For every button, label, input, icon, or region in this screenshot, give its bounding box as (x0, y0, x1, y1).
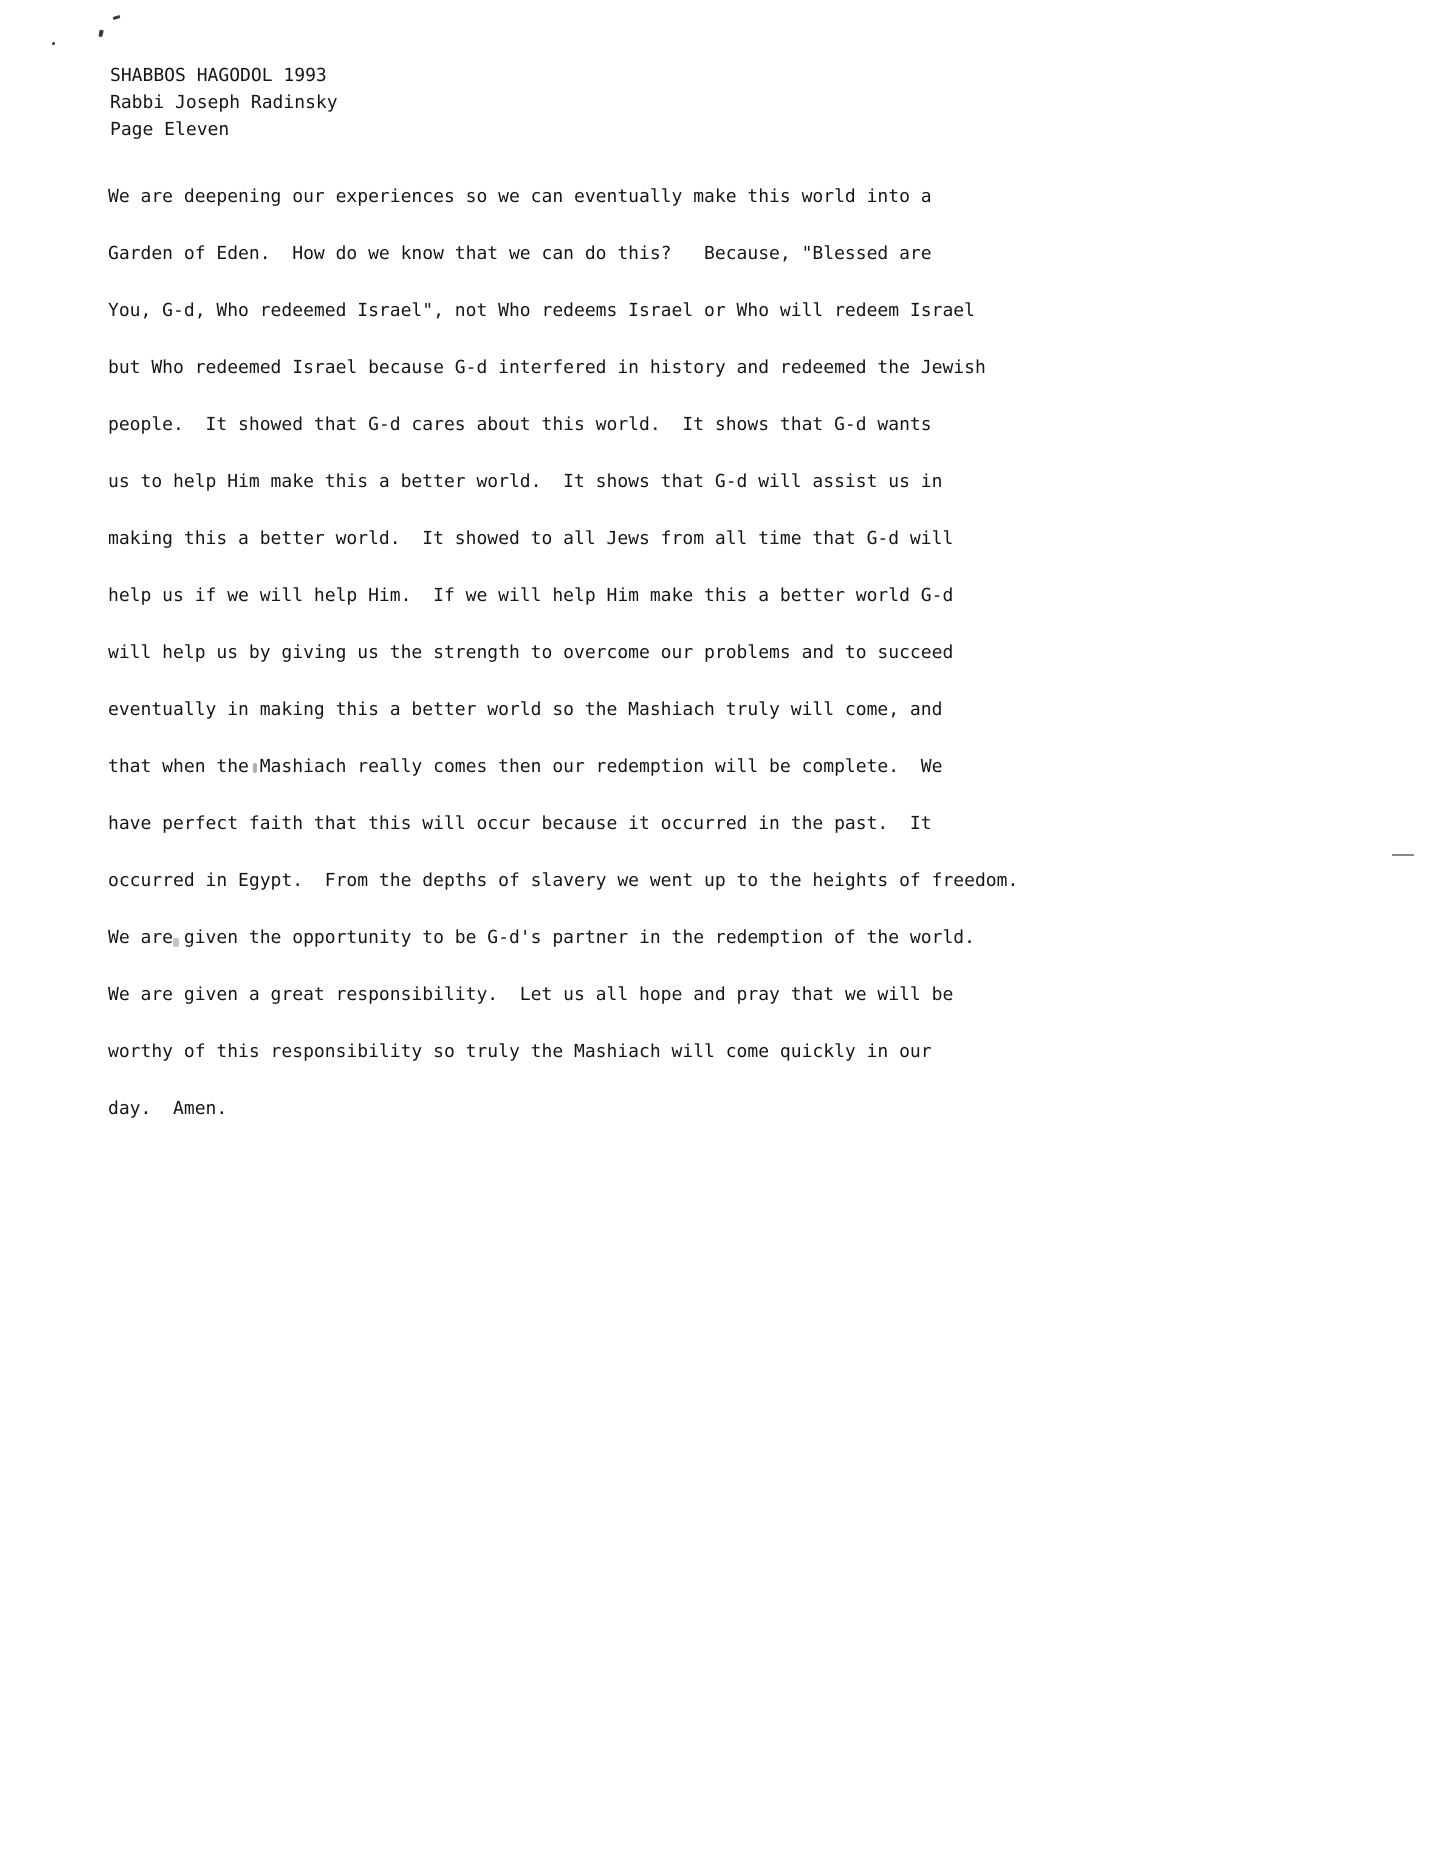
document-body (108, 168, 1018, 1137)
body-line: have perfect faith that this will occur because it occurred in the past. It (108, 813, 932, 834)
header-title: SHABBOS HAGODOL 1993 (110, 65, 327, 86)
body-line: We are deepening our experiences so we can eventually make this world into a (108, 186, 932, 207)
body-line: Garden of Eden. How do we know that we can do this? Because, "Blessed are (108, 243, 932, 264)
body-line: day. Amen. (108, 1098, 228, 1119)
body-line: people. It showed that G-d cares about this world. It shows that G-d wants (108, 414, 932, 435)
body-line: but Who redeemed Israel because G-d interfered in history and redeemed the Jewish (108, 357, 986, 378)
body-line: that when the Mashiach really comes then our redemption will be complete. We (108, 756, 943, 777)
body-line: occurred in Egypt. From the depths of slavery we went up to the heights of freedom. (108, 870, 1019, 891)
scan-speck (52, 42, 55, 45)
body-line: will help us by giving us the strength to overcome our problems and to succeed (108, 642, 954, 663)
body-line: making this a better world. It showed to all Jews from all time that G-d will (108, 528, 954, 549)
body-line: us to help Him make this a better world. It shows that G-d will assist us in (108, 471, 943, 492)
header-page-number: Page Eleven (110, 119, 230, 140)
body-line: You, G-d, Who redeemed Israel", not Who redeems Israel or Who will redeem Israel (108, 300, 975, 321)
body-line: eventually in making this a better world so the Mashiach truly will come, and (108, 699, 943, 720)
header-author: Rabbi Joseph Radinsky (110, 92, 338, 113)
scan-speck (98, 30, 103, 38)
body-line: help us if we will help Him. If we will help Him make this a better world G-d (108, 585, 954, 606)
document-header (110, 62, 338, 143)
body-line: We are given the opportunity to be G-d's partner in the redemption of the world. (108, 927, 975, 948)
body-line: We are given a great responsibility. Let us all hope and pray that we will be (108, 984, 954, 1005)
scan-margin-mark (1392, 854, 1414, 856)
body-line: worthy of this responsibility so truly the Mashiach will come quickly in our (108, 1041, 932, 1062)
scan-speck (113, 15, 121, 20)
